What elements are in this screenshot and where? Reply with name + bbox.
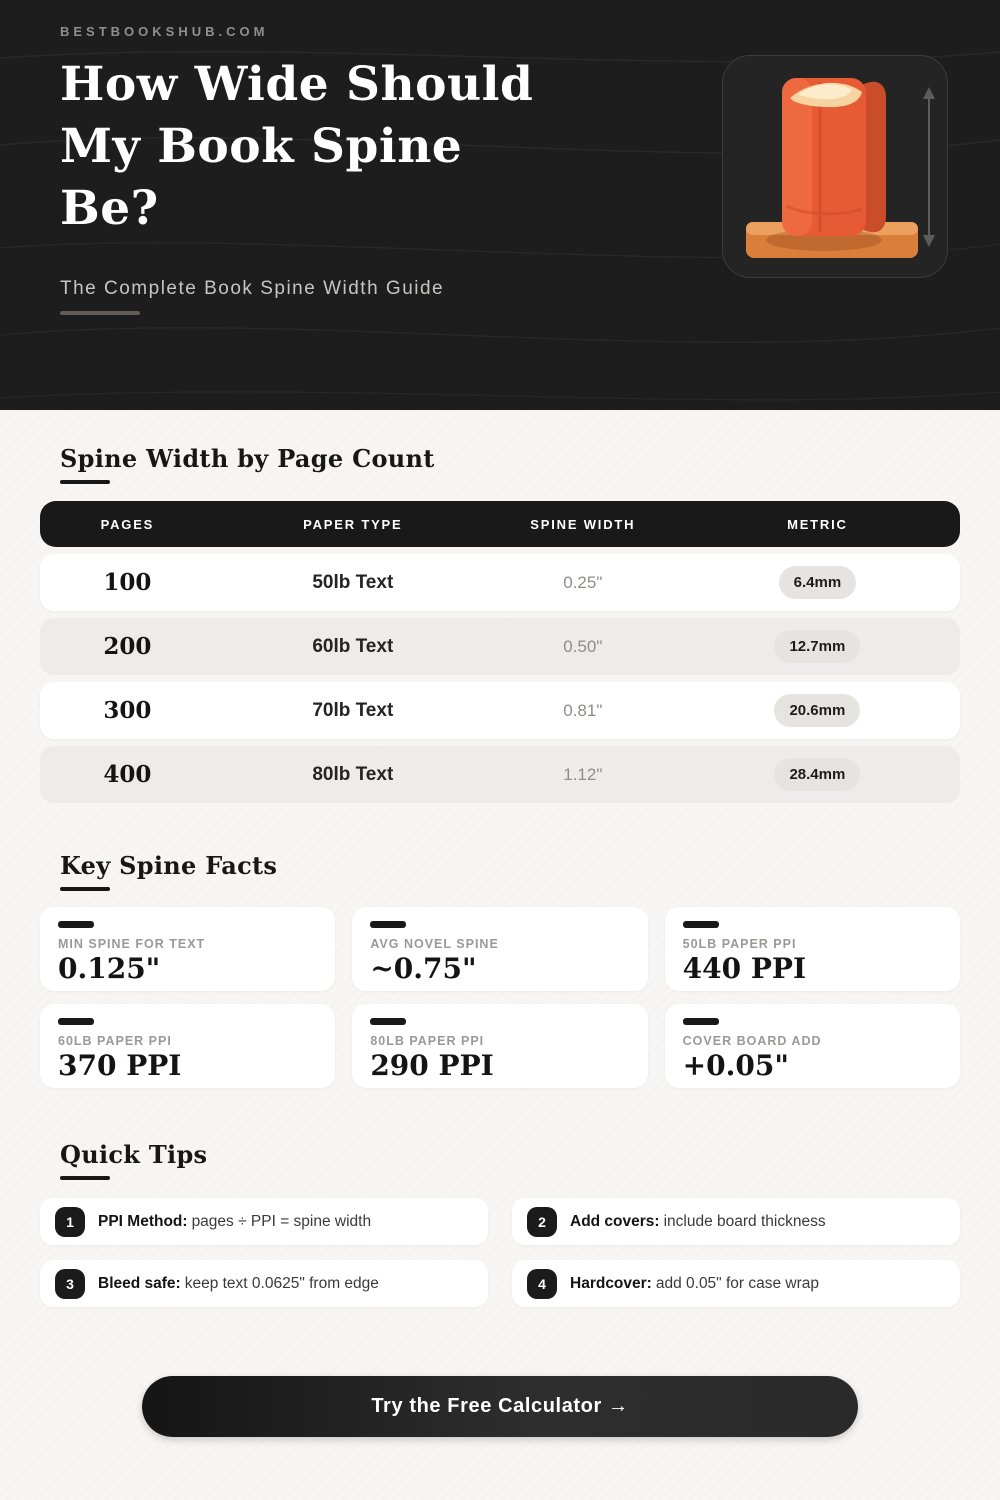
metric-badge: 20.6mm <box>774 694 860 727</box>
tip-number-badge: 4 <box>527 1269 557 1299</box>
tip-card <box>40 1260 488 1307</box>
hero-header <box>0 0 1000 410</box>
facts-section-heading: Key Spine Facts <box>60 851 278 880</box>
heading-underline <box>60 480 110 484</box>
fact-value: +0.05" <box>682 1049 789 1082</box>
free-calculator-button[interactable]: Try the Free Calculator → <box>142 1376 858 1437</box>
book-illustration-card <box>722 55 948 278</box>
fact-label: MIN SPINE FOR TEXT <box>58 937 206 951</box>
tip-label: Bleed safe: <box>98 1274 181 1292</box>
spine-width-value: 0.81" <box>563 700 603 720</box>
table-row <box>40 746 960 803</box>
fact-label: 60LB PAPER PPI <box>58 1034 172 1048</box>
fact-value: ~0.75" <box>370 952 477 985</box>
table-section-heading: Spine Width by Page Count <box>60 444 435 473</box>
table-row <box>40 682 960 739</box>
fact-label: AVG NOVEL SPINE <box>370 937 499 951</box>
col-header-paper-type: PAPER TYPE <box>303 516 403 532</box>
fact-value: 0.125" <box>58 952 161 985</box>
fact-card <box>40 1004 335 1088</box>
fact-card <box>352 1004 647 1088</box>
tip-number-badge: 1 <box>55 1207 85 1237</box>
site-name: BESTBOOKSHUB.COM <box>60 24 269 39</box>
subtitle-underline <box>60 311 140 315</box>
spine-width-value: 0.50" <box>563 636 603 656</box>
pages-value: 300 <box>103 697 152 724</box>
book-icon <box>732 64 932 269</box>
tip-label: PPI Method: <box>98 1212 188 1230</box>
tip-card <box>40 1198 488 1245</box>
page-subtitle: The Complete Book Spine Width Guide <box>60 278 445 299</box>
main-content <box>0 410 1000 1437</box>
pages-value: 400 <box>103 761 152 788</box>
fact-accent-bar <box>58 1018 94 1025</box>
page-title-line-1: How Wide Should <box>60 57 534 112</box>
tip-card <box>512 1260 960 1307</box>
heading-underline <box>60 887 110 891</box>
page-title-line-2: My Book Spine <box>60 119 463 174</box>
spine-width-table-section <box>40 410 960 803</box>
height-arrow-icon <box>920 87 938 247</box>
page-title-line-3: Be? <box>60 181 159 236</box>
fact-accent-bar <box>370 921 406 928</box>
page-title <box>60 54 533 240</box>
tip-description: add 0.05" for case wrap <box>655 1274 820 1292</box>
tip-label: Add covers: <box>570 1212 660 1230</box>
col-header-metric: METRIC <box>787 516 848 532</box>
metric-badge: 6.4mm <box>779 566 857 599</box>
fact-accent-bar <box>683 1018 719 1025</box>
tip-description: pages ÷ PPI = spine width <box>191 1212 372 1230</box>
fact-label: 80LB PAPER PPI <box>370 1034 485 1048</box>
fact-accent-bar <box>58 921 94 928</box>
fact-card <box>40 907 335 991</box>
fact-value: 290 PPI <box>370 1049 494 1082</box>
tip-number-badge: 3 <box>55 1269 85 1299</box>
paper-type-value: 70lb Text <box>312 699 394 721</box>
tips-section-heading: Quick Tips <box>60 1140 208 1169</box>
fact-label: COVER BOARD ADD <box>682 1034 822 1048</box>
pages-value: 200 <box>103 633 152 660</box>
fact-accent-bar <box>370 1018 406 1025</box>
tip-label: Hardcover: <box>570 1274 652 1292</box>
table-row <box>40 618 960 675</box>
col-header-spine-width: SPINE WIDTH <box>530 516 636 532</box>
facts-grid <box>40 907 960 1088</box>
spine-width-value: 1.12" <box>563 764 603 784</box>
fact-card <box>352 907 647 991</box>
tip-card <box>512 1198 960 1245</box>
spine-width-value: 0.25" <box>563 572 603 592</box>
fact-value: 440 PPI <box>682 952 807 985</box>
spine-width-table <box>40 501 960 803</box>
metric-badge: 28.4mm <box>774 758 860 791</box>
fact-label: 50LB PAPER PPI <box>682 937 797 951</box>
tip-description: keep text 0.0625" from edge <box>184 1274 379 1292</box>
paper-type-value: 50lb Text <box>312 571 394 593</box>
cta-container <box>40 1307 960 1437</box>
pages-value: 100 <box>103 569 152 596</box>
table-row <box>40 554 960 611</box>
heading-underline <box>60 1176 110 1180</box>
paper-type-value: 60lb Text <box>312 635 394 657</box>
fact-accent-bar <box>683 921 719 928</box>
tip-description: include board thickness <box>663 1212 826 1230</box>
fact-card <box>665 907 960 991</box>
metric-badge: 12.7mm <box>774 630 860 663</box>
paper-type-value: 80lb Text <box>312 763 394 785</box>
key-spine-facts-section <box>40 803 960 1088</box>
col-header-pages: PAGES <box>100 516 155 532</box>
table-header-row <box>40 501 960 547</box>
fact-value: 370 PPI <box>58 1049 182 1082</box>
tip-number-badge: 2 <box>527 1207 557 1237</box>
quick-tips-section <box>40 1088 960 1307</box>
tips-grid <box>40 1198 960 1307</box>
fact-card <box>665 1004 960 1088</box>
